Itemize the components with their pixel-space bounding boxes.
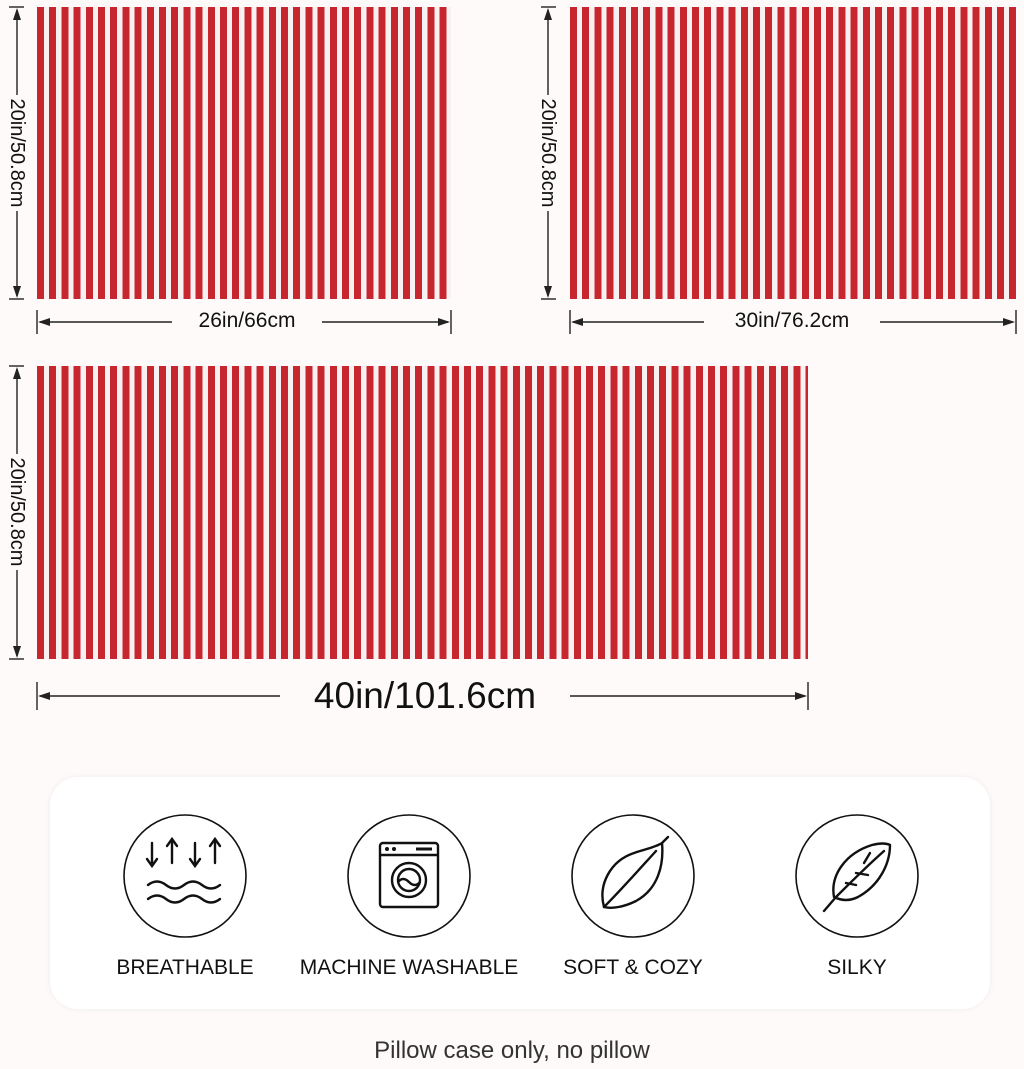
pillowcase-medium-image [570, 7, 1016, 299]
washing-machine-icon [346, 813, 472, 939]
feature-label-machine-washable: MACHINE WASHABLE [299, 956, 519, 979]
height-label-large: 20in/50.8cm [4, 397, 30, 627]
breathable-arrows-waves-icon [122, 813, 248, 939]
feature-label-soft-cozy: SOFT & COZY [563, 956, 703, 979]
feature-machine-washable [294, 813, 524, 981]
width-label-small: 26in/66cm [172, 308, 322, 334]
pillowcase-large-image [37, 366, 808, 659]
leaf-icon [570, 813, 696, 939]
pillowcase-small-image [37, 7, 451, 299]
width-label-medium: 30in/76.2cm [704, 308, 880, 334]
width-label-large: 40in/101.6cm [280, 674, 570, 718]
pillow-case-only-note: Pillow case only, no pillow [374, 1037, 650, 1064]
feature-soft-cozy [518, 813, 748, 981]
feather-icon [794, 813, 920, 939]
feature-label-silky: SILKY [827, 956, 887, 979]
height-label-medium: 20in/50.8cm [535, 38, 561, 268]
feature-label-breathable: BREATHABLE [116, 956, 254, 979]
height-label-small: 20in/50.8cm [4, 38, 30, 268]
features-panel [50, 777, 990, 1009]
feature-breathable [70, 813, 300, 981]
feature-silky [742, 813, 972, 981]
